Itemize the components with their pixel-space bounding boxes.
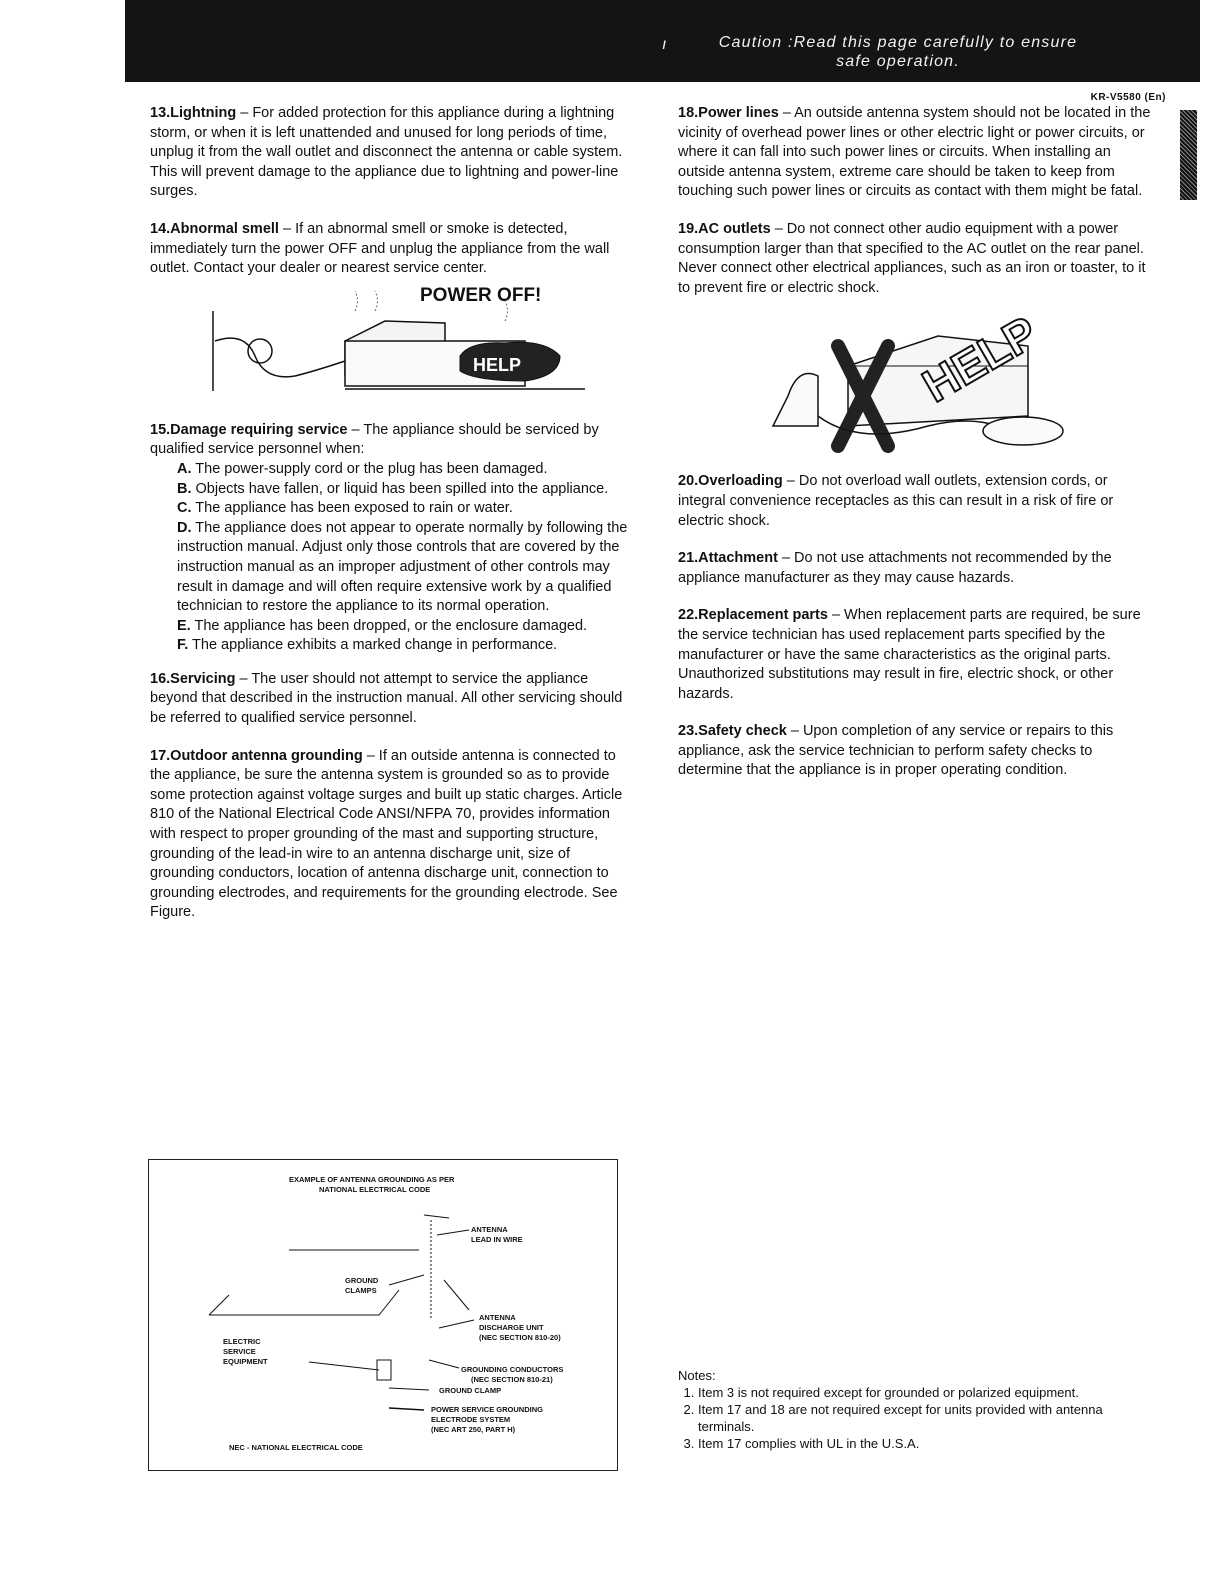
item-13	[150, 104, 628, 202]
item-text: – The user should not attempt to service the appliance beyond that described in the instruction manual. All other servicing should be referred to qualified service personnel.	[150, 670, 623, 727]
power-service-1: POWER SERVICE GROUNDING	[431, 1405, 543, 1414]
power-off-label: POWER OFF!	[420, 284, 542, 306]
electric-1: ELECTRIC	[223, 1337, 261, 1346]
item-label: Power lines	[698, 105, 779, 121]
item-label: Servicing	[170, 670, 236, 687]
item-15	[150, 421, 628, 656]
help-label-large: HELP	[913, 306, 1046, 413]
sub-f: F. The appliance exhibits a marked change in performance.	[177, 637, 558, 654]
sub-b: B. Objects have fallen, or liquid has been spilled into the appliance.	[177, 480, 609, 497]
antenna-grounding-figure	[148, 1159, 618, 1471]
electric-2: SERVICE	[223, 1347, 256, 1356]
figure-title-1: EXAMPLE OF ANTENNA GROUNDING AS PER	[289, 1175, 455, 1184]
item-label: Abnormal smell	[170, 220, 279, 237]
right-column	[678, 104, 1156, 799]
left-column	[150, 104, 628, 941]
item-21	[678, 549, 1156, 588]
electric-3: EQUIPMENT	[223, 1357, 268, 1366]
item-14	[150, 220, 628, 279]
note-item: 3. Item 17 complies with UL in the U.S.A.	[698, 1435, 1158, 1452]
sub-d: D. The appliance does not appear to operate normally by following the instruction manual. Adjust only those controls that are covered by the instruction manual as an improper adjustment of other controls may result in damage and will often require extensive work by a qualified technician to restore the appliance to its normal operation.	[177, 519, 628, 615]
conductors-2: (NEC SECTION 810-21)	[471, 1375, 553, 1384]
item-text: – The appliance should be serviced by qualified service personnel when:	[150, 421, 599, 458]
item-number: 21.	[678, 550, 699, 567]
power-off-illustration	[205, 281, 605, 399]
item-text: – Do not overload wall outlets, extension cords, or integral convenience receptacles as this can result in a risk of fire or electric shock.	[678, 473, 1114, 529]
item-text: – If an outside antenna is connected to the appliance, be sure the antenna system is grounded so as to provide some protection against voltage surges and built up static charges. Article 810 of the National Electrical Code ANSI/NFPA 70, provides information with respect to proper grounding of the mast and supporting structure, grounding of the lead-in wire to an antenna discharge unit, size of grounding conductors, location of antenna discharge unit, connection to grounding electrodes, and requirements for the grounding electrode. See Figure.	[150, 747, 623, 921]
caution-caption: ı Caution :Read this page carefully to ensure safe operation.	[638, 33, 1158, 71]
item-17	[150, 747, 628, 923]
item-text: – Do not connect other audio equipment with a power consumption larger than that specified to the AC outlet on the rear panel. Never connect other electrical appliances, such as an iron or toaster, to it to prevent fire or electric shock.	[678, 220, 1146, 296]
header-bar	[125, 0, 1200, 82]
item-label: AC outlets	[698, 220, 771, 237]
item-text: – Upon completion of any service or repairs to this appliance, ask the service technician to perform safety checks to determine that the appliance is in proper operating condition.	[678, 723, 1114, 779]
item-number: 13.	[150, 105, 171, 121]
item-number: 17.	[150, 747, 171, 764]
sub-a: A. The power-supply cord or the plug has been damaged.	[177, 460, 548, 477]
iron-help-illustration	[768, 306, 1128, 456]
ground-clamps-1: GROUND	[345, 1276, 379, 1285]
notes-list	[678, 1384, 1158, 1452]
item-label: Overloading	[698, 473, 783, 490]
power-service-3: (NEC ART 250, PART H)	[431, 1425, 516, 1434]
item-22	[678, 606, 1156, 704]
power-service-2: ELECTRODE SYSTEM	[431, 1415, 511, 1424]
sub-c: C. The appliance has been exposed to rain or water.	[177, 500, 513, 517]
conductors-1: GROUNDING CONDUCTORS	[461, 1365, 564, 1374]
item-18	[678, 104, 1156, 202]
item-text: – An outside antenna system should not be located in the vicinity of overhead power lines or other electric light or power circuits, or where it can fall into such power lines or circuits. When installing an outside antenna system, extreme care should be taken to keep from touching such power lines or circuits as contact with them might be fatal.	[678, 105, 1151, 200]
item-number: 18.	[678, 105, 699, 121]
item-number: 16.	[150, 670, 171, 687]
item-number: 15.	[150, 421, 171, 438]
item-text: – Do not use attachments not recommended by the appliance manufacturer as they may cause hazards.	[678, 550, 1112, 586]
note-item: 2. Item 17 and 18 are not required except for units provided with antenna terminals.	[698, 1401, 1158, 1435]
ground-clamp: GROUND CLAMP	[439, 1386, 502, 1395]
grounding-diagram	[149, 1160, 617, 1470]
antenna-lead-1: ANTENNA	[471, 1225, 508, 1234]
item-number: 14.	[150, 220, 171, 237]
nec-footer: NEC - NATIONAL ELECTRICAL CODE	[229, 1443, 363, 1452]
ground-clamps-2: CLAMPS	[345, 1286, 377, 1295]
discharge-2: DISCHARGE UNIT	[479, 1323, 544, 1332]
model-number: KR-V5580 (En)	[1090, 92, 1166, 103]
figure-title-2: NATIONAL ELECTRICAL CODE	[319, 1185, 431, 1194]
item-text: – When replacement parts are required, be sure the service technician has used replacement parts specified by the manufacturer or have the same characteristics as the original parts. Unauthorized substitutions may result in fire, electric shock, or other hazards.	[678, 607, 1141, 702]
item-label: Attachment	[698, 550, 778, 567]
item-label: Replacement parts	[698, 607, 828, 624]
discharge-1: ANTENNA	[479, 1313, 516, 1322]
item-16	[150, 670, 628, 729]
sub-e: E. The appliance has been dropped, or the enclosure damaged.	[177, 617, 588, 634]
item-23	[678, 722, 1156, 781]
item-20	[678, 472, 1156, 531]
section-tab	[1180, 110, 1197, 200]
caution-line-2: safe operation.	[836, 53, 960, 70]
caution-line-1: Caution :Read this page carefully to ensure	[718, 34, 1078, 51]
item-label: Safety check	[698, 723, 787, 740]
item-label: Damage requiring service	[170, 421, 348, 438]
notes	[678, 1367, 1158, 1452]
item-label: Outdoor antenna grounding	[170, 747, 363, 764]
item-number: 19.	[678, 220, 699, 237]
note-item: 1. Item 3 is not required except for grounded or polarized equipment.	[698, 1384, 1158, 1401]
item-19	[678, 220, 1156, 298]
item-number: 20.	[678, 473, 699, 490]
notes-title: Notes:	[678, 1368, 716, 1383]
item-number: 22.	[678, 607, 699, 624]
item-number: 23.	[678, 723, 699, 740]
item-text: – If an abnormal smell or smoke is detected, immediately turn the power OFF and unplug the appliance from the wall outlet. Contact your dealer or nearest service center.	[150, 220, 610, 277]
item-text: – For added protection for this appliance during a lightning storm, or when it is left unattended and unused for long periods of time, unplug it from the wall outlet and disconnect the antenna or cable system. This will prevent damage to the appliance due to lightning and power-line surges.	[150, 105, 623, 200]
antenna-lead-2: LEAD IN WIRE	[471, 1235, 523, 1244]
help-label-small: HELP	[473, 354, 522, 375]
item-label: Lightning	[170, 105, 237, 121]
discharge-3: (NEC SECTION 810-20)	[479, 1333, 561, 1342]
